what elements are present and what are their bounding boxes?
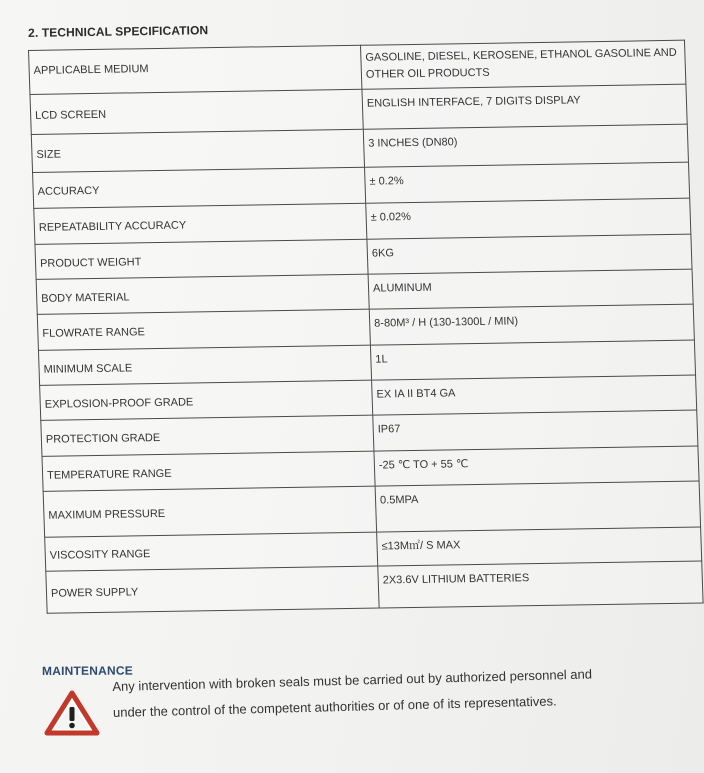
spec-value: 3 INCHES (DN80) (363, 124, 688, 167)
spec-label: EXPLOSION-PROOF GRADE (40, 380, 373, 420)
spec-label: VISCOSITY RANGE (45, 532, 378, 571)
spec-value: EX IA II BT4 GA (372, 375, 697, 415)
spec-label: SIZE (31, 129, 364, 172)
spec-value: 2X3.6V LITHIUM BATTERIES (378, 561, 703, 608)
spec-label: TEMPERATURE RANGE (42, 451, 375, 491)
spec-value: GASOLINE, DIESEL, KEROSENE, ETHANOL GASOLINE AND OTHER OIL PRODUCTS (360, 40, 685, 89)
spec-value: IP67 (373, 410, 698, 451)
spec-label: MINIMUM SCALE (38, 345, 371, 385)
spec-value: 8-80M³ / H (130-1300L / MIN) (369, 304, 694, 345)
spec-label: REPEATABILITY ACCURACY (34, 203, 367, 244)
spec-value: ± 0.2% (365, 162, 690, 203)
spec-value: ± 0.02% (366, 198, 691, 239)
warning-icon (44, 690, 100, 736)
spec-value: 0.5MPA (375, 481, 700, 532)
spec-label: FLOWRATE RANGE (37, 309, 370, 350)
spec-value: -25 ℃ TO + 55 ℃ (374, 446, 699, 486)
maintenance-text (112, 659, 673, 726)
spec-label: POWER SUPPLY (46, 566, 379, 613)
maintenance-line-1: Any intervention with broken seals must be carried out by authorized personnel and (112, 666, 593, 694)
spec-value: ALUMINUM (368, 269, 693, 309)
spec-label: BODY MATERIAL (36, 274, 369, 314)
spec-label: PRODUCT WEIGHT (35, 239, 368, 279)
maintenance-title: MAINTENANCE (42, 663, 133, 678)
spec-value: 1L (370, 340, 695, 380)
spec-label: APPLICABLE MEDIUM (29, 45, 362, 94)
spec-label: LCD SCREEN (30, 89, 363, 134)
spec-table (28, 40, 704, 614)
table-row (46, 561, 703, 613)
section-title: 2. TECHNICAL SPECIFICATION (28, 23, 209, 40)
spec-label: MAXIMUM PRESSURE (43, 486, 376, 537)
spec-value: ≤13M㎡/ S MAX (377, 527, 702, 566)
spec-label: PROTECTION GRADE (41, 415, 374, 456)
spec-value: ENGLISH INTERFACE, 7 DIGITS DISPLAY (362, 84, 687, 129)
spec-label: ACCURACY (33, 167, 366, 208)
spec-value: 6KG (367, 234, 692, 274)
maintenance-line-2: under the control of the competent authorities or of one of its representatives. (112, 693, 557, 720)
